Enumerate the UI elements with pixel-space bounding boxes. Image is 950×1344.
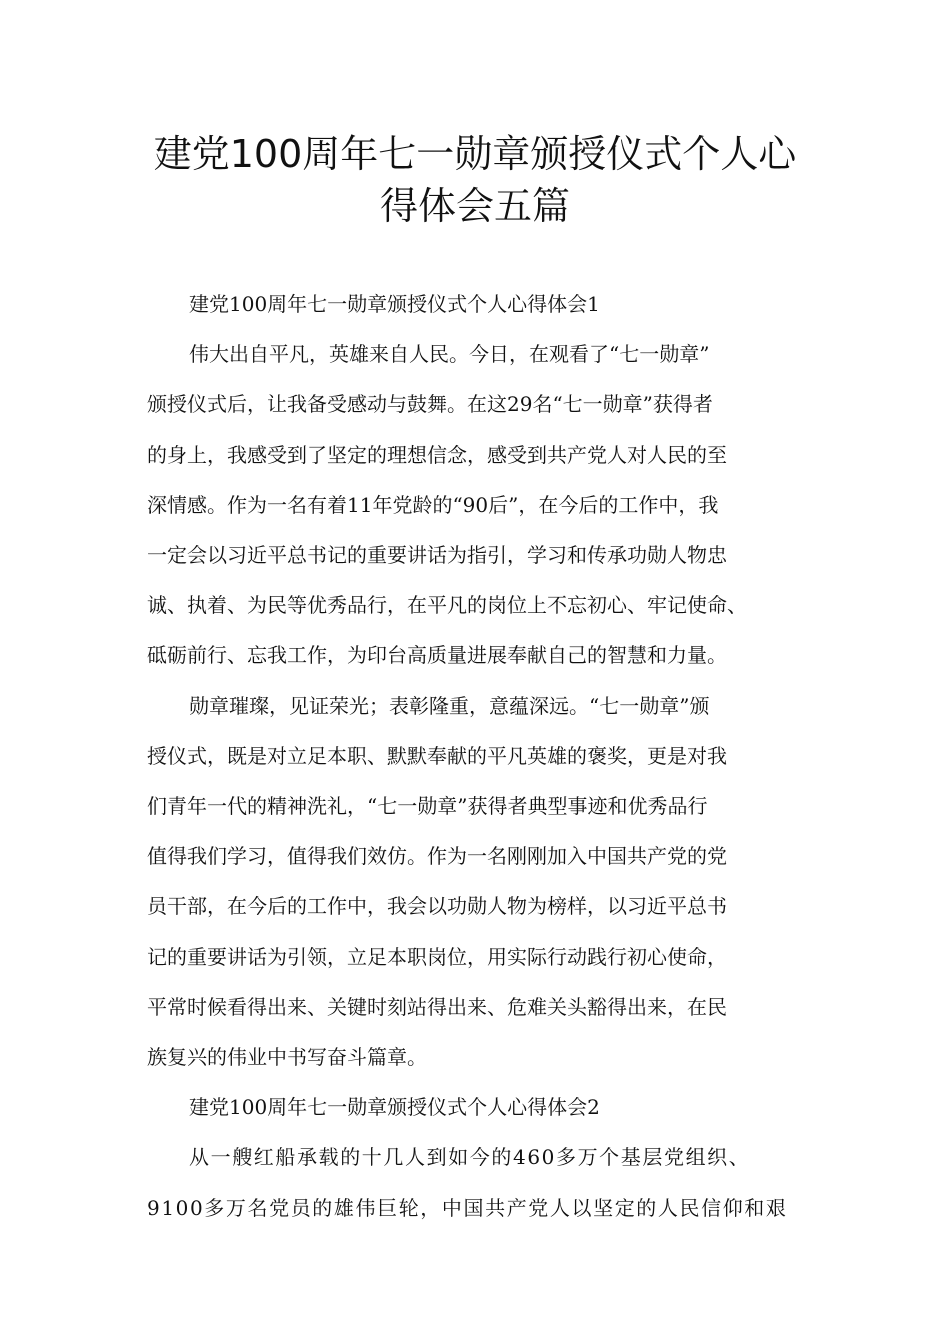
paragraph-line: 伟大出自平凡，英雄来自人民。今日，在观看了“七一勋章” xyxy=(189,342,710,367)
title-line: 得体会五篇 xyxy=(379,184,570,228)
paragraph-line: 从一艘红船承载的十几人到如今的460多万个基层党组织、 xyxy=(189,1145,751,1170)
paragraph-line: 授仪式，既是对立足本职、默默奉献的平凡英雄的褒奖，更是对我 xyxy=(147,743,727,768)
paragraph-line: 们青年一代的精神洗礼，“七一勋章”获得者典型事迹和优秀品行 xyxy=(147,794,708,819)
document-title xyxy=(100,128,850,232)
paragraph-line: 平常时候看得出来、关键时刻站得出来、危难关头豁得出来，在民 xyxy=(147,994,727,1019)
paragraph-line: 诚、执着、为民等优秀品行，在平凡的岗位上不忘初心、牢记使命、 xyxy=(147,593,747,618)
paragraph-3 xyxy=(147,1132,827,1232)
paragraph-line: 记的重要讲话为引领，立足本职岗位，用实际行动践行初心使命， xyxy=(147,944,727,969)
paragraph-line: 深情感。作为一名有着11年党龄的“90后”，在今后的工作中，我 xyxy=(147,492,719,517)
paragraph-line: 砥砺前行、忘我工作，为印台高质量进展奉献自己的智慧和力量。 xyxy=(147,643,727,668)
paragraph-line: 的身上，我感受到了坚定的理想信念，感受到共产党人对人民的至 xyxy=(147,442,727,467)
paragraph-line: 一定会以习近平总书记的重要讲话为指引，学习和传承功勋人物忠 xyxy=(147,543,727,568)
document-body xyxy=(147,279,827,1233)
title-line: 建党100周年七一勋章颁授仪式个人心 xyxy=(153,132,797,176)
paragraph-line: 族复兴的伟业中书写奋斗篇章。 xyxy=(147,1045,427,1070)
section-heading-1: 建党100周年七一勋章颁授仪式个人心得体会1 xyxy=(189,292,600,316)
paragraph-line: 员干部，在今后的工作中，我会以功勋人物为榜样，以习近平总书 xyxy=(147,894,727,919)
paragraph-line: 9100多万名党员的雄伟巨轮，中国共产党人以坚定的人民信仰和艰 xyxy=(147,1195,788,1220)
section-heading-2: 建党100周年七一勋章颁授仪式个人心得体会2 xyxy=(189,1095,600,1120)
paragraph-line: 颁授仪式后，让我备受感动与鼓舞。在这29名“七一勋章”获得者 xyxy=(147,392,713,417)
paragraph-line: 勋章璀璨，见证荣光；表彰隆重，意蕴深远。“七一勋章”颁 xyxy=(189,693,710,718)
paragraph-2 xyxy=(147,681,827,1083)
paragraph-1 xyxy=(147,329,827,680)
paragraph-line: 值得我们学习，值得我们效仿。作为一名刚刚加入中国共产党的党 xyxy=(147,844,727,869)
